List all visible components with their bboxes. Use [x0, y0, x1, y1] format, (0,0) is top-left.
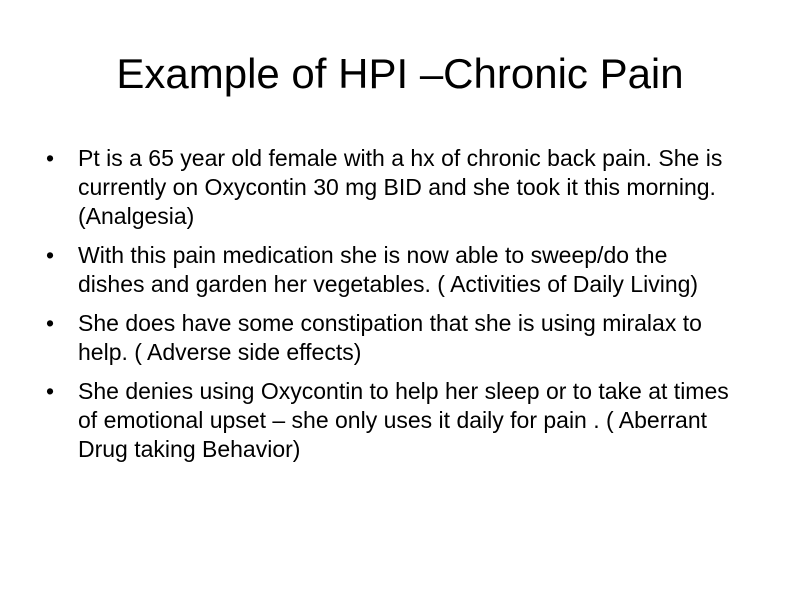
bullet-item-adverse-effects — [40, 309, 730, 367]
bullet-item-analgesia — [40, 144, 730, 231]
bullet-marker: • — [46, 378, 55, 404]
bullet-list — [40, 144, 730, 474]
bullet-marker: • — [46, 145, 55, 171]
bullet-text: She denies using Oxycontin to help her sleep or to take at times of emotional upset – she only uses it daily for pain . ( Aberrant Drug taking Behavior) — [78, 378, 729, 462]
bullet-item-activities — [40, 241, 730, 299]
bullet-text: With this pain medication she is now able to sweep/do the dishes and garden her vegetables. ( Activities of Daily Living) — [78, 242, 699, 297]
bullet-text: Pt is a 65 year old female with a hx of chronic back pain. She is currently on Oxycontin 30 mg BID and she took it this morning. (Analgesia) — [78, 145, 723, 229]
slide-title: Example of HPI –Chronic Pain — [116, 50, 684, 97]
bullet-marker: • — [46, 310, 55, 336]
bullet-text: She does have some constipation that she is using miralax to help. ( Adverse side effects) — [78, 310, 702, 365]
bullet-item-aberrant-behavior — [40, 377, 730, 464]
bullet-marker: • — [46, 242, 55, 268]
